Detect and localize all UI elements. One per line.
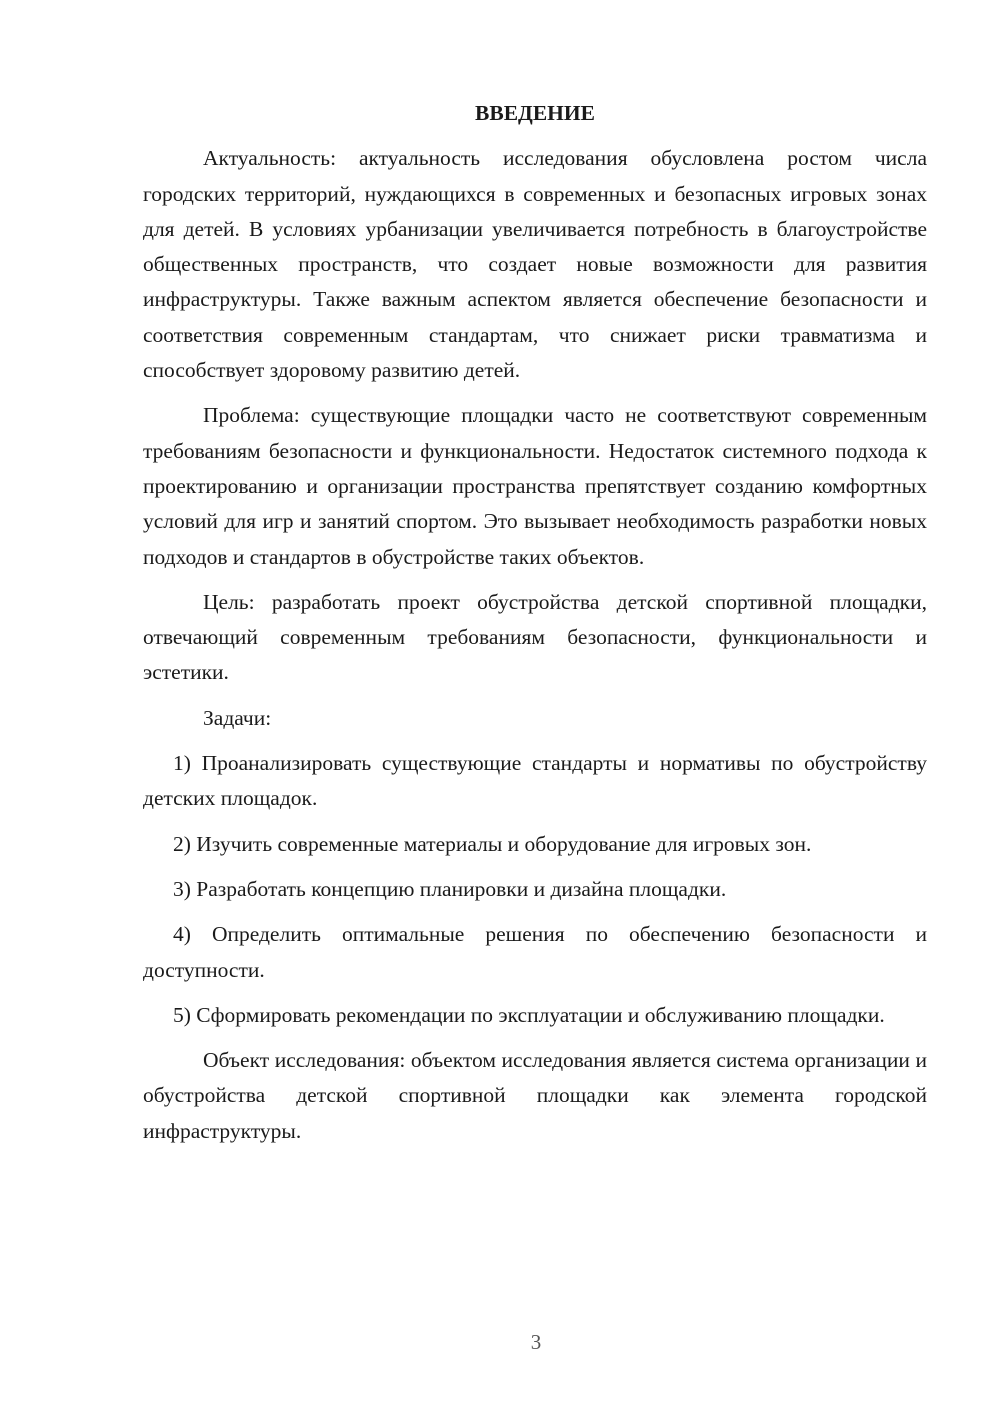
paragraph-goal: Цель: разработать проект обустройства детской спортивной площадки, отвечающий современным требованиям безопасности, функциональности и эстетики. xyxy=(143,589,927,685)
paragraph-problem: Проблема: существующие площадки часто не соответствуют современным требованиям безопасности и функциональности. Недостаток системного подхода к проектированию и организации пространства препятствует созданию комфортных условий для игр и занятий спортом. Это вызывает необходимость разработки новых подходов и стандартов в обустройстве таких объектов. xyxy=(143,403,927,569)
paragraph-object: Объект исследования: объектом исследования является система организации и обустройства детской спортивной площадки как элемента городской инфраструктуры. xyxy=(143,1048,927,1143)
task-item-4: 4) Определить оптимальные решения по обеспечению безопасности и доступности. xyxy=(143,922,927,982)
section-title: ВВЕДЕНИЕ xyxy=(475,101,595,125)
paragraph-tasks-heading: Задачи: xyxy=(203,705,272,730)
page-number: 3 xyxy=(530,1330,542,1354)
document-page xyxy=(143,96,927,1159)
task-item-1: 1) Проанализировать существующие стандарты и нормативы по обустройству детских площадок. xyxy=(143,751,927,811)
task-item-2: 2) Изучить современные материалы и оборудование для игровых зон. xyxy=(173,831,812,856)
task-item-3: 3) Разработать концепцию планировки и дизайна площадки. xyxy=(173,876,727,901)
paragraph-relevance: Актуальность: актуальность исследования обусловлена ростом числа городских территорий, нуждающихся в современных и безопасных игровых зонах для детей. В условиях урбанизации увеличивается потребность в благоустройстве общественных пространств, что создает новые возможности для развития инфраструктуры. Также важным аспектом является обеспечение безопасности и соответствия современным стандартам, что снижает риски травматизма и способствует здоровому развитию детей. xyxy=(143,146,927,383)
task-item-5: 5) Сформировать рекомендации по эксплуатации и обслуживанию площадки. xyxy=(173,1002,885,1027)
